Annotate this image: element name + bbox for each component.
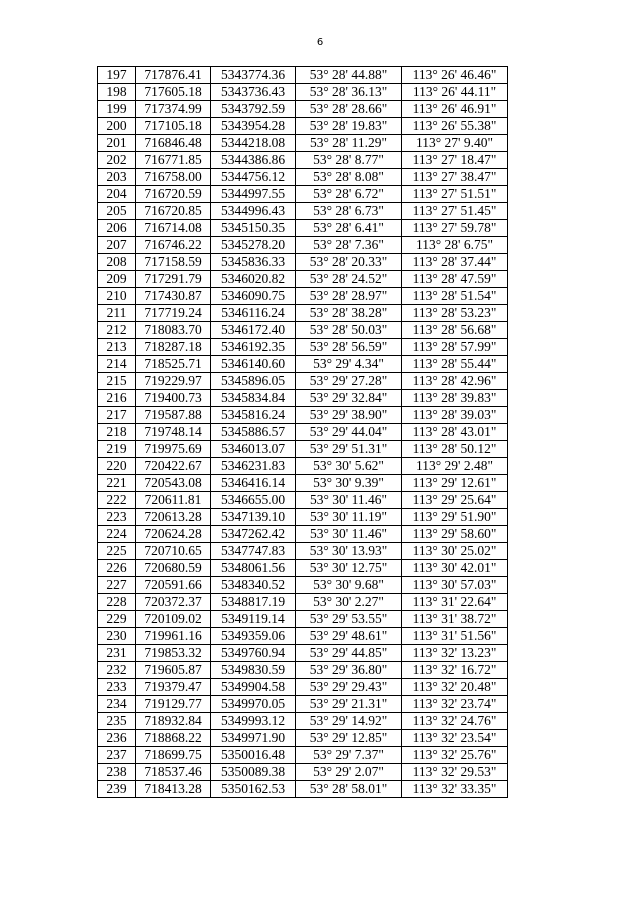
point-number-cell: 212 xyxy=(98,322,136,339)
northing-cell: 5347262.42 xyxy=(211,526,296,543)
latitude-cell: 53° 29' 32.84" xyxy=(296,390,402,407)
easting-cell: 719853.32 xyxy=(136,645,211,662)
coordinates-table xyxy=(97,66,508,798)
longitude-cell: 113° 29' 12.61" xyxy=(402,475,508,492)
table-row xyxy=(98,645,508,662)
point-number-cell: 223 xyxy=(98,509,136,526)
northing-cell: 5349970.05 xyxy=(211,696,296,713)
latitude-cell: 53° 30' 12.75" xyxy=(296,560,402,577)
easting-cell: 718699.75 xyxy=(136,747,211,764)
easting-cell: 717430.87 xyxy=(136,288,211,305)
table-row xyxy=(98,713,508,730)
longitude-cell: 113° 28' 50.12" xyxy=(402,441,508,458)
northing-cell: 5346013.07 xyxy=(211,441,296,458)
point-number-cell: 210 xyxy=(98,288,136,305)
point-number-cell: 208 xyxy=(98,254,136,271)
table-row xyxy=(98,237,508,254)
point-number-cell: 215 xyxy=(98,373,136,390)
northing-cell: 5348817.19 xyxy=(211,594,296,611)
easting-cell: 717719.24 xyxy=(136,305,211,322)
northing-cell: 5349359.06 xyxy=(211,628,296,645)
easting-cell: 716720.59 xyxy=(136,186,211,203)
easting-cell: 719748.14 xyxy=(136,424,211,441)
easting-cell: 718525.71 xyxy=(136,356,211,373)
longitude-cell: 113° 30' 25.02" xyxy=(402,543,508,560)
easting-cell: 719400.73 xyxy=(136,390,211,407)
latitude-cell: 53° 28' 11.29" xyxy=(296,135,402,152)
table-row xyxy=(98,152,508,169)
northing-cell: 5349119.14 xyxy=(211,611,296,628)
northing-cell: 5344997.55 xyxy=(211,186,296,203)
northing-cell: 5344996.43 xyxy=(211,203,296,220)
longitude-cell: 113° 32' 24.76" xyxy=(402,713,508,730)
latitude-cell: 53° 30' 9.68" xyxy=(296,577,402,594)
table-row xyxy=(98,696,508,713)
latitude-cell: 53° 28' 28.66" xyxy=(296,101,402,118)
table-row xyxy=(98,288,508,305)
northing-cell: 5346192.35 xyxy=(211,339,296,356)
point-number-cell: 201 xyxy=(98,135,136,152)
point-number-cell: 213 xyxy=(98,339,136,356)
latitude-cell: 53° 28' 8.77" xyxy=(296,152,402,169)
northing-cell: 5346416.14 xyxy=(211,475,296,492)
table-row xyxy=(98,84,508,101)
longitude-cell: 113° 27' 38.47" xyxy=(402,169,508,186)
latitude-cell: 53° 30' 2.27" xyxy=(296,594,402,611)
point-number-cell: 238 xyxy=(98,764,136,781)
latitude-cell: 53° 30' 5.62" xyxy=(296,458,402,475)
longitude-cell: 113° 26' 46.46" xyxy=(402,67,508,84)
longitude-cell: 113° 32' 20.48" xyxy=(402,679,508,696)
easting-cell: 716846.48 xyxy=(136,135,211,152)
point-number-cell: 214 xyxy=(98,356,136,373)
northing-cell: 5348061.56 xyxy=(211,560,296,577)
longitude-cell: 113° 30' 42.01" xyxy=(402,560,508,577)
point-number-cell: 203 xyxy=(98,169,136,186)
point-number-cell: 219 xyxy=(98,441,136,458)
point-number-cell: 239 xyxy=(98,781,136,798)
longitude-cell: 113° 32' 33.35" xyxy=(402,781,508,798)
latitude-cell: 53° 28' 38.28" xyxy=(296,305,402,322)
longitude-cell: 113° 28' 56.68" xyxy=(402,322,508,339)
latitude-cell: 53° 28' 36.13" xyxy=(296,84,402,101)
northing-cell: 5345836.33 xyxy=(211,254,296,271)
northing-cell: 5350016.48 xyxy=(211,747,296,764)
table-row xyxy=(98,560,508,577)
table-row xyxy=(98,441,508,458)
latitude-cell: 53° 28' 19.83" xyxy=(296,118,402,135)
northing-cell: 5346231.83 xyxy=(211,458,296,475)
northing-cell: 5345834.84 xyxy=(211,390,296,407)
table-row xyxy=(98,611,508,628)
easting-cell: 718868.22 xyxy=(136,730,211,747)
point-number-cell: 221 xyxy=(98,475,136,492)
table-row xyxy=(98,356,508,373)
table-row xyxy=(98,458,508,475)
latitude-cell: 53° 28' 7.36" xyxy=(296,237,402,254)
northing-cell: 5349760.94 xyxy=(211,645,296,662)
northing-cell: 5347139.10 xyxy=(211,509,296,526)
latitude-cell: 53° 29' 2.07" xyxy=(296,764,402,781)
latitude-cell: 53° 30' 11.19" xyxy=(296,509,402,526)
northing-cell: 5347747.83 xyxy=(211,543,296,560)
table-row xyxy=(98,322,508,339)
longitude-cell: 113° 28' 39.03" xyxy=(402,407,508,424)
point-number-cell: 205 xyxy=(98,203,136,220)
point-number-cell: 231 xyxy=(98,645,136,662)
latitude-cell: 53° 28' 6.41" xyxy=(296,220,402,237)
longitude-cell: 113° 26' 46.91" xyxy=(402,101,508,118)
easting-cell: 717605.18 xyxy=(136,84,211,101)
latitude-cell: 53° 29' 29.43" xyxy=(296,679,402,696)
longitude-cell: 113° 28' 37.44" xyxy=(402,254,508,271)
longitude-cell: 113° 28' 55.44" xyxy=(402,356,508,373)
latitude-cell: 53° 28' 44.88" xyxy=(296,67,402,84)
easting-cell: 718537.46 xyxy=(136,764,211,781)
easting-cell: 720109.02 xyxy=(136,611,211,628)
easting-cell: 719605.87 xyxy=(136,662,211,679)
northing-cell: 5344756.12 xyxy=(211,169,296,186)
latitude-cell: 53° 28' 20.33" xyxy=(296,254,402,271)
table-row xyxy=(98,373,508,390)
table-row xyxy=(98,407,508,424)
northing-cell: 5350162.53 xyxy=(211,781,296,798)
northing-cell: 5349830.59 xyxy=(211,662,296,679)
table-row xyxy=(98,662,508,679)
longitude-cell: 113° 32' 23.74" xyxy=(402,696,508,713)
table-row xyxy=(98,186,508,203)
northing-cell: 5343954.28 xyxy=(211,118,296,135)
latitude-cell: 53° 29' 44.85" xyxy=(296,645,402,662)
northing-cell: 5346090.75 xyxy=(211,288,296,305)
point-number-cell: 199 xyxy=(98,101,136,118)
point-number-cell: 229 xyxy=(98,611,136,628)
latitude-cell: 53° 28' 8.08" xyxy=(296,169,402,186)
point-number-cell: 228 xyxy=(98,594,136,611)
northing-cell: 5344386.86 xyxy=(211,152,296,169)
point-number-cell: 217 xyxy=(98,407,136,424)
longitude-cell: 113° 32' 25.76" xyxy=(402,747,508,764)
longitude-cell: 113° 28' 42.96" xyxy=(402,373,508,390)
northing-cell: 5346116.24 xyxy=(211,305,296,322)
table-row xyxy=(98,339,508,356)
northing-cell: 5346172.40 xyxy=(211,322,296,339)
latitude-cell: 53° 29' 21.31" xyxy=(296,696,402,713)
longitude-cell: 113° 29' 2.48" xyxy=(402,458,508,475)
easting-cell: 717291.79 xyxy=(136,271,211,288)
easting-cell: 720613.28 xyxy=(136,509,211,526)
longitude-cell: 113° 32' 23.54" xyxy=(402,730,508,747)
easting-cell: 716771.85 xyxy=(136,152,211,169)
easting-cell: 720543.08 xyxy=(136,475,211,492)
point-number-cell: 225 xyxy=(98,543,136,560)
latitude-cell: 53° 28' 50.03" xyxy=(296,322,402,339)
table-row xyxy=(98,101,508,118)
easting-cell: 719229.97 xyxy=(136,373,211,390)
latitude-cell: 53° 28' 58.01" xyxy=(296,781,402,798)
table-row xyxy=(98,781,508,798)
longitude-cell: 113° 29' 58.60" xyxy=(402,526,508,543)
point-number-cell: 216 xyxy=(98,390,136,407)
easting-cell: 716720.85 xyxy=(136,203,211,220)
point-number-cell: 224 xyxy=(98,526,136,543)
northing-cell: 5350089.38 xyxy=(211,764,296,781)
easting-cell: 720624.28 xyxy=(136,526,211,543)
latitude-cell: 53° 28' 56.59" xyxy=(296,339,402,356)
northing-cell: 5345816.24 xyxy=(211,407,296,424)
easting-cell: 720591.66 xyxy=(136,577,211,594)
point-number-cell: 220 xyxy=(98,458,136,475)
northing-cell: 5349993.12 xyxy=(211,713,296,730)
easting-cell: 717876.41 xyxy=(136,67,211,84)
table-row xyxy=(98,475,508,492)
northing-cell: 5343774.36 xyxy=(211,67,296,84)
northing-cell: 5344218.08 xyxy=(211,135,296,152)
table-row xyxy=(98,492,508,509)
northing-cell: 5346655.00 xyxy=(211,492,296,509)
longitude-cell: 113° 27' 18.47" xyxy=(402,152,508,169)
latitude-cell: 53° 29' 12.85" xyxy=(296,730,402,747)
table-row xyxy=(98,135,508,152)
longitude-cell: 113° 31' 38.72" xyxy=(402,611,508,628)
easting-cell: 719129.77 xyxy=(136,696,211,713)
table-row xyxy=(98,424,508,441)
longitude-cell: 113° 30' 57.03" xyxy=(402,577,508,594)
easting-cell: 720372.37 xyxy=(136,594,211,611)
latitude-cell: 53° 30' 11.46" xyxy=(296,492,402,509)
longitude-cell: 113° 28' 57.99" xyxy=(402,339,508,356)
longitude-cell: 113° 31' 51.56" xyxy=(402,628,508,645)
northing-cell: 5343736.43 xyxy=(211,84,296,101)
easting-cell: 716714.08 xyxy=(136,220,211,237)
easting-cell: 720611.81 xyxy=(136,492,211,509)
longitude-cell: 113° 32' 13.23" xyxy=(402,645,508,662)
longitude-cell: 113° 32' 16.72" xyxy=(402,662,508,679)
latitude-cell: 53° 28' 28.97" xyxy=(296,288,402,305)
easting-cell: 718413.28 xyxy=(136,781,211,798)
longitude-cell: 113° 26' 44.11" xyxy=(402,84,508,101)
easting-cell: 719961.16 xyxy=(136,628,211,645)
northing-cell: 5349904.58 xyxy=(211,679,296,696)
longitude-cell: 113° 31' 22.64" xyxy=(402,594,508,611)
easting-cell: 718932.84 xyxy=(136,713,211,730)
northing-cell: 5345278.20 xyxy=(211,237,296,254)
latitude-cell: 53° 29' 44.04" xyxy=(296,424,402,441)
point-number-cell: 218 xyxy=(98,424,136,441)
longitude-cell: 113° 27' 59.78" xyxy=(402,220,508,237)
latitude-cell: 53° 28' 24.52" xyxy=(296,271,402,288)
table-row xyxy=(98,679,508,696)
point-number-cell: 237 xyxy=(98,747,136,764)
northing-cell: 5345150.35 xyxy=(211,220,296,237)
longitude-cell: 113° 28' 6.75" xyxy=(402,237,508,254)
coordinates-table-body xyxy=(98,67,508,798)
point-number-cell: 209 xyxy=(98,271,136,288)
table-row xyxy=(98,390,508,407)
northing-cell: 5349971.90 xyxy=(211,730,296,747)
table-row xyxy=(98,747,508,764)
point-number-cell: 206 xyxy=(98,220,136,237)
northing-cell: 5346140.60 xyxy=(211,356,296,373)
easting-cell: 720710.65 xyxy=(136,543,211,560)
table-row xyxy=(98,628,508,645)
latitude-cell: 53° 30' 11.46" xyxy=(296,526,402,543)
table-row xyxy=(98,543,508,560)
point-number-cell: 233 xyxy=(98,679,136,696)
longitude-cell: 113° 28' 47.59" xyxy=(402,271,508,288)
table-row xyxy=(98,67,508,84)
table-row xyxy=(98,305,508,322)
point-number-cell: 207 xyxy=(98,237,136,254)
northing-cell: 5345896.05 xyxy=(211,373,296,390)
easting-cell: 720422.67 xyxy=(136,458,211,475)
table-row xyxy=(98,730,508,747)
northing-cell: 5348340.52 xyxy=(211,577,296,594)
longitude-cell: 113° 32' 29.53" xyxy=(402,764,508,781)
point-number-cell: 204 xyxy=(98,186,136,203)
table-row xyxy=(98,526,508,543)
latitude-cell: 53° 29' 51.31" xyxy=(296,441,402,458)
easting-cell: 720680.59 xyxy=(136,560,211,577)
point-number-cell: 198 xyxy=(98,84,136,101)
point-number-cell: 227 xyxy=(98,577,136,594)
longitude-cell: 113° 27' 51.45" xyxy=(402,203,508,220)
point-number-cell: 197 xyxy=(98,67,136,84)
latitude-cell: 53° 29' 27.28" xyxy=(296,373,402,390)
latitude-cell: 53° 29' 48.61" xyxy=(296,628,402,645)
table-row xyxy=(98,271,508,288)
point-number-cell: 235 xyxy=(98,713,136,730)
latitude-cell: 53° 28' 6.72" xyxy=(296,186,402,203)
longitude-cell: 113° 27' 9.40" xyxy=(402,135,508,152)
easting-cell: 716746.22 xyxy=(136,237,211,254)
point-number-cell: 234 xyxy=(98,696,136,713)
latitude-cell: 53° 29' 14.92" xyxy=(296,713,402,730)
easting-cell: 719587.88 xyxy=(136,407,211,424)
longitude-cell: 113° 29' 25.64" xyxy=(402,492,508,509)
table-row xyxy=(98,203,508,220)
easting-cell: 717158.59 xyxy=(136,254,211,271)
easting-cell: 719379.47 xyxy=(136,679,211,696)
longitude-cell: 113° 26' 55.38" xyxy=(402,118,508,135)
easting-cell: 717105.18 xyxy=(136,118,211,135)
northing-cell: 5345886.57 xyxy=(211,424,296,441)
table-row xyxy=(98,764,508,781)
point-number-cell: 226 xyxy=(98,560,136,577)
table-row xyxy=(98,577,508,594)
table-row xyxy=(98,169,508,186)
point-number-cell: 202 xyxy=(98,152,136,169)
table-row xyxy=(98,118,508,135)
latitude-cell: 53° 28' 6.73" xyxy=(296,203,402,220)
longitude-cell: 113° 29' 51.90" xyxy=(402,509,508,526)
point-number-cell: 232 xyxy=(98,662,136,679)
easting-cell: 717374.99 xyxy=(136,101,211,118)
latitude-cell: 53° 29' 53.55" xyxy=(296,611,402,628)
longitude-cell: 113° 28' 51.54" xyxy=(402,288,508,305)
point-number-cell: 200 xyxy=(98,118,136,135)
latitude-cell: 53° 29' 36.80" xyxy=(296,662,402,679)
longitude-cell: 113° 27' 51.51" xyxy=(402,186,508,203)
table-row xyxy=(98,220,508,237)
point-number-cell: 222 xyxy=(98,492,136,509)
longitude-cell: 113° 28' 43.01" xyxy=(402,424,508,441)
page-number: 6 xyxy=(316,37,324,48)
longitude-cell: 113° 28' 39.83" xyxy=(402,390,508,407)
latitude-cell: 53° 29' 7.37" xyxy=(296,747,402,764)
northing-cell: 5343792.59 xyxy=(211,101,296,118)
point-number-cell: 236 xyxy=(98,730,136,747)
table-row xyxy=(98,509,508,526)
easting-cell: 718287.18 xyxy=(136,339,211,356)
latitude-cell: 53° 29' 38.90" xyxy=(296,407,402,424)
latitude-cell: 53° 30' 13.93" xyxy=(296,543,402,560)
table-row xyxy=(98,594,508,611)
easting-cell: 718083.70 xyxy=(136,322,211,339)
point-number-cell: 211 xyxy=(98,305,136,322)
table-row xyxy=(98,254,508,271)
easting-cell: 716758.00 xyxy=(136,169,211,186)
easting-cell: 719975.69 xyxy=(136,441,211,458)
latitude-cell: 53° 29' 4.34" xyxy=(296,356,402,373)
latitude-cell: 53° 30' 9.39" xyxy=(296,475,402,492)
longitude-cell: 113° 28' 53.23" xyxy=(402,305,508,322)
point-number-cell: 230 xyxy=(98,628,136,645)
northing-cell: 5346020.82 xyxy=(211,271,296,288)
